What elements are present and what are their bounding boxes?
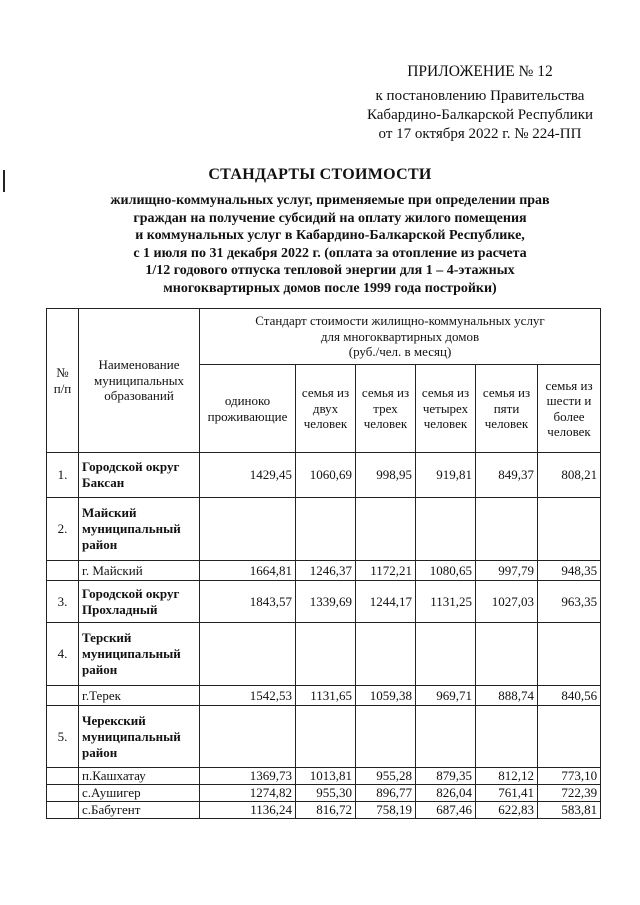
- header-group-line: Стандарт стоимости жилищно-коммунальных услуг: [255, 313, 545, 329]
- cost-value: 969,71: [416, 686, 476, 706]
- cost-value: 583,81: [538, 802, 601, 819]
- cost-value: 1059,38: [356, 686, 416, 706]
- table-row: [47, 686, 601, 706]
- document-subtitle: [70, 192, 590, 298]
- municipality-name: г.Терек: [79, 686, 200, 706]
- cost-value: 840,56: [538, 686, 601, 706]
- cost-value: 888,74: [476, 686, 538, 706]
- cost-value: 1136,24: [200, 802, 296, 819]
- header-col: семья из шести и более человек: [538, 365, 601, 453]
- subtitle-line: многоквартирных домов после 1999 года постройки): [163, 280, 497, 296]
- cost-value: 1172,21: [356, 561, 416, 581]
- cost-value: 963,35: [538, 581, 601, 623]
- cost-value: [356, 498, 416, 561]
- cost-value: 955,28: [356, 768, 416, 785]
- row-number: [47, 561, 79, 581]
- row-number: [47, 686, 79, 706]
- header-name: Наименование муниципальных образований: [79, 309, 200, 453]
- cost-value: 997,79: [476, 561, 538, 581]
- municipality-name: Майский муниципальный район: [79, 498, 200, 561]
- cost-value: 1843,57: [200, 581, 296, 623]
- subtitle-line: с 1 июля по 31 декабря 2022 г. (оплата за отопление из расчета: [133, 245, 527, 261]
- cost-value: 812,12: [476, 768, 538, 785]
- cost-value: [296, 706, 356, 768]
- header-group-line: (руб./чел. в месяц): [348, 344, 452, 360]
- cost-standards-table: [46, 308, 601, 819]
- cost-value: 1244,17: [356, 581, 416, 623]
- header-num: № п/п: [47, 309, 79, 453]
- row-number: [47, 785, 79, 802]
- row-number: [47, 768, 79, 785]
- municipality-name: п.Кашхатау: [79, 768, 200, 785]
- table-row: [47, 453, 601, 498]
- cost-value: 1542,53: [200, 686, 296, 706]
- table-row: [47, 498, 601, 561]
- cost-value: 955,30: [296, 785, 356, 802]
- cost-value: 722,39: [538, 785, 601, 802]
- header-col: семья из двух человек: [296, 365, 356, 453]
- cost-value: 948,35: [538, 561, 601, 581]
- cost-value: [296, 498, 356, 561]
- table-row: [47, 581, 601, 623]
- row-number: [47, 802, 79, 819]
- subtitle-line: граждан на получение субсидий на оплату жилого помещения: [133, 210, 527, 226]
- appendix-line: от 17 октября 2022 г. № 224-ПП: [378, 126, 582, 142]
- cost-value: [476, 706, 538, 768]
- cost-value: 773,10: [538, 768, 601, 785]
- municipality-name: с.Аушигер: [79, 785, 200, 802]
- subtitle-line: 1/12 годового отпуска тепловой энергии для 1 – 4-этажных: [145, 263, 515, 279]
- municipality-name: Городской округ Прохладный: [79, 581, 200, 623]
- cost-value: [476, 498, 538, 561]
- cost-value: [356, 623, 416, 686]
- cost-value: 1664,81: [200, 561, 296, 581]
- cost-value: [416, 623, 476, 686]
- cost-value: 622,83: [476, 802, 538, 819]
- cost-value: 919,81: [416, 453, 476, 498]
- municipality-name: с.Бабугент: [79, 802, 200, 819]
- table-row: [47, 785, 601, 802]
- cost-value: [416, 706, 476, 768]
- table-row: [47, 768, 601, 785]
- cost-value: 826,04: [416, 785, 476, 802]
- cost-value: [200, 706, 296, 768]
- cost-value: [200, 498, 296, 561]
- cost-value: 1060,69: [296, 453, 356, 498]
- municipality-name: Черекский муниципальный район: [79, 706, 200, 768]
- cost-value: 998,95: [356, 453, 416, 498]
- header-group-line: для многоквартирных домов: [320, 328, 480, 344]
- cost-value: 758,19: [356, 802, 416, 819]
- row-number: 2.: [47, 498, 79, 561]
- table-row: [47, 623, 601, 686]
- cost-value: [416, 498, 476, 561]
- cost-value: 816,72: [296, 802, 356, 819]
- appendix-title: ПРИЛОЖЕНИЕ № 12: [407, 63, 553, 80]
- appendix-line: к постановлению Правительства: [375, 88, 585, 104]
- row-number: 5.: [47, 706, 79, 768]
- table-row: [47, 706, 601, 768]
- cost-value: [538, 706, 601, 768]
- cost-value: 1080,65: [416, 561, 476, 581]
- cost-value: 1246,37: [296, 561, 356, 581]
- cost-value: [476, 623, 538, 686]
- cost-value: [356, 706, 416, 768]
- row-number: 1.: [47, 453, 79, 498]
- subtitle-line: и коммунальных услуг в Кабардино-Балкарской Республике,: [135, 228, 525, 244]
- cost-value: 1131,65: [296, 686, 356, 706]
- appendix-line: Кабардино-Балкарской Республики: [366, 107, 594, 123]
- table-body: [47, 453, 601, 819]
- cost-value: 808,21: [538, 453, 601, 498]
- municipality-name: Терский муниципальный район: [79, 623, 200, 686]
- document-title: СТАНДАРТЫ СТОИМОСТИ: [208, 166, 432, 183]
- cost-value: 1013,81: [296, 768, 356, 785]
- cost-value: 1027,03: [476, 581, 538, 623]
- cost-value: 1274,82: [200, 785, 296, 802]
- header-group: [200, 309, 601, 365]
- row-number: 4.: [47, 623, 79, 686]
- cost-value: [296, 623, 356, 686]
- table-row: [47, 802, 601, 819]
- cost-value: 687,46: [416, 802, 476, 819]
- row-number: 3.: [47, 581, 79, 623]
- header-col: одиноко проживающие: [200, 365, 296, 453]
- header-col: семья из четырех человек: [416, 365, 476, 453]
- cost-value: 1429,45: [200, 453, 296, 498]
- subtitle-line: жилищно-коммунальных услуг, применяемые при определении прав: [110, 193, 550, 208]
- cost-value: 761,41: [476, 785, 538, 802]
- municipality-name: Городской округ Баксан: [79, 453, 200, 498]
- cost-value: 1369,73: [200, 768, 296, 785]
- cost-value: 879,35: [416, 768, 476, 785]
- header-col: семья из пяти человек: [476, 365, 538, 453]
- cost-value: [538, 498, 601, 561]
- header-col: семья из трех человек: [356, 365, 416, 453]
- cost-value: [538, 623, 601, 686]
- cost-value: [200, 623, 296, 686]
- cost-value: 849,37: [476, 453, 538, 498]
- municipality-name: г. Майский: [79, 561, 200, 581]
- cost-value: 896,77: [356, 785, 416, 802]
- cost-value: 1131,25: [416, 581, 476, 623]
- appendix-block: [355, 62, 605, 144]
- table-row: [47, 561, 601, 581]
- cost-value: 1339,69: [296, 581, 356, 623]
